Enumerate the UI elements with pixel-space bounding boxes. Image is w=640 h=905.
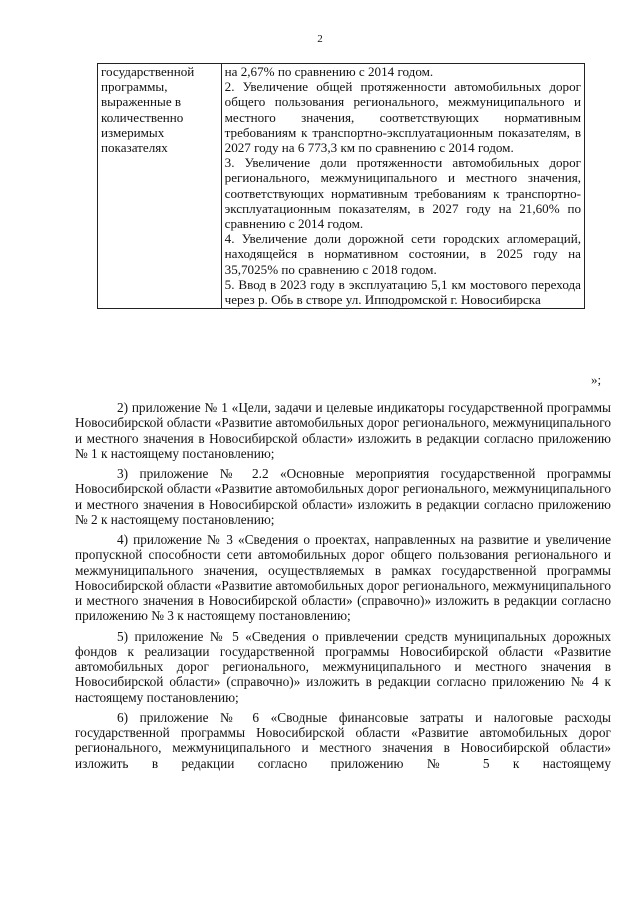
amendment-paragraph: 4) приложение № 3 «Сведения о проектах, направленных на развитие и увеличение пропускной способности сети автомобильных дорог общего пользования регионального и межмуниципального значения, осуществляемых в рамках государственной программы Новосибирской области «Развитие автомобильных дорог регионального, межмуниципального и местного значения в Новосибирской области» (справочно)» изложить в редакции согласно приложению № 3 к настоящему постановлению; (75, 532, 611, 624)
amendment-paragraph: 2) приложение № 1 «Цели, задачи и целевые индикаторы государственной программы Новосибирской области «Развитие автомобильных дорог регионального, межмуниципального и местного значения в Новосибирской области» изложить в редакции согласно приложению № 1 к настоящему постановлению; (75, 400, 611, 461)
amendment-paragraph: 3) приложение № 2.2 «Основные мероприятия государственной программы Новосибирской области «Развитие автомобильных дорог регионального, межмуниципального и местного значения в Новосибирской области» изложить в редакции согласно приложению № 2 к настоящему постановлению; (75, 466, 611, 527)
table-row (98, 64, 585, 309)
amendment-paragraph: 5) приложение № 5 «Сведения о привлечении средств муниципальных дорожных фондов к реализации государственной программы Новосибирской области «Развитие автомобильных дорог регионального, межмуниципального и местного значения в Новосибирской области» (справочно)» изложить в редакции согласно приложению № 4 к настоящему постановлению; (75, 628, 611, 705)
document-body (75, 400, 611, 776)
indicator-item: на 2,67% по сравнению с 2014 годом. (224, 64, 434, 79)
table-cell-label: государственной программы, выраженные в количественно измеримых показателях (98, 64, 222, 309)
indicator-item: 4. Увеличение доли дорожной сети городских агломераций, находящейся в нормативном состоянии, в 2025 году на 35,7025% по сравнению с 2018 годом. (224, 231, 581, 277)
indicator-item: 5. Ввод в 2023 году в эксплуатацию 5,1 км мостового перехода через р. Обь в створе ул. Ипподромской г. Новосибирска (224, 276, 581, 308)
indicator-item: 3. Увеличение доли протяженности автомобильных дорог регионального, межмуниципального и местного значения, соответствующих нормативным требованиям к транспортно-эксплуатационным показателям, в 2027 году на 21,60% по сравнению с 2014 годом. (224, 155, 581, 232)
amendment-paragraph: 6) приложение № 6 «Сводные финансовые затраты и налоговые расходы государственной программы Новосибирской области «Развитие автомобильных дорог регионального, межмуниципального и местного значения в Новосибирской области» изложить в редакции согласно приложению № 5 к настоящему (75, 709, 611, 771)
page-number: 2 (317, 33, 323, 45)
table-cell-indicators (221, 64, 584, 309)
indicator-item: 2. Увеличение общей протяженности автомобильных дорог общего пользования регионального, межмуниципального и местного значения, соответствующих нормативным требованиям к транспортно-эксплуатационным показателям, в 2027 году на 6 773,3 км по сравнению с 2014 годом. (224, 79, 581, 156)
closing-quote-mark: »; (591, 372, 602, 387)
program-indicators-table (97, 63, 585, 309)
